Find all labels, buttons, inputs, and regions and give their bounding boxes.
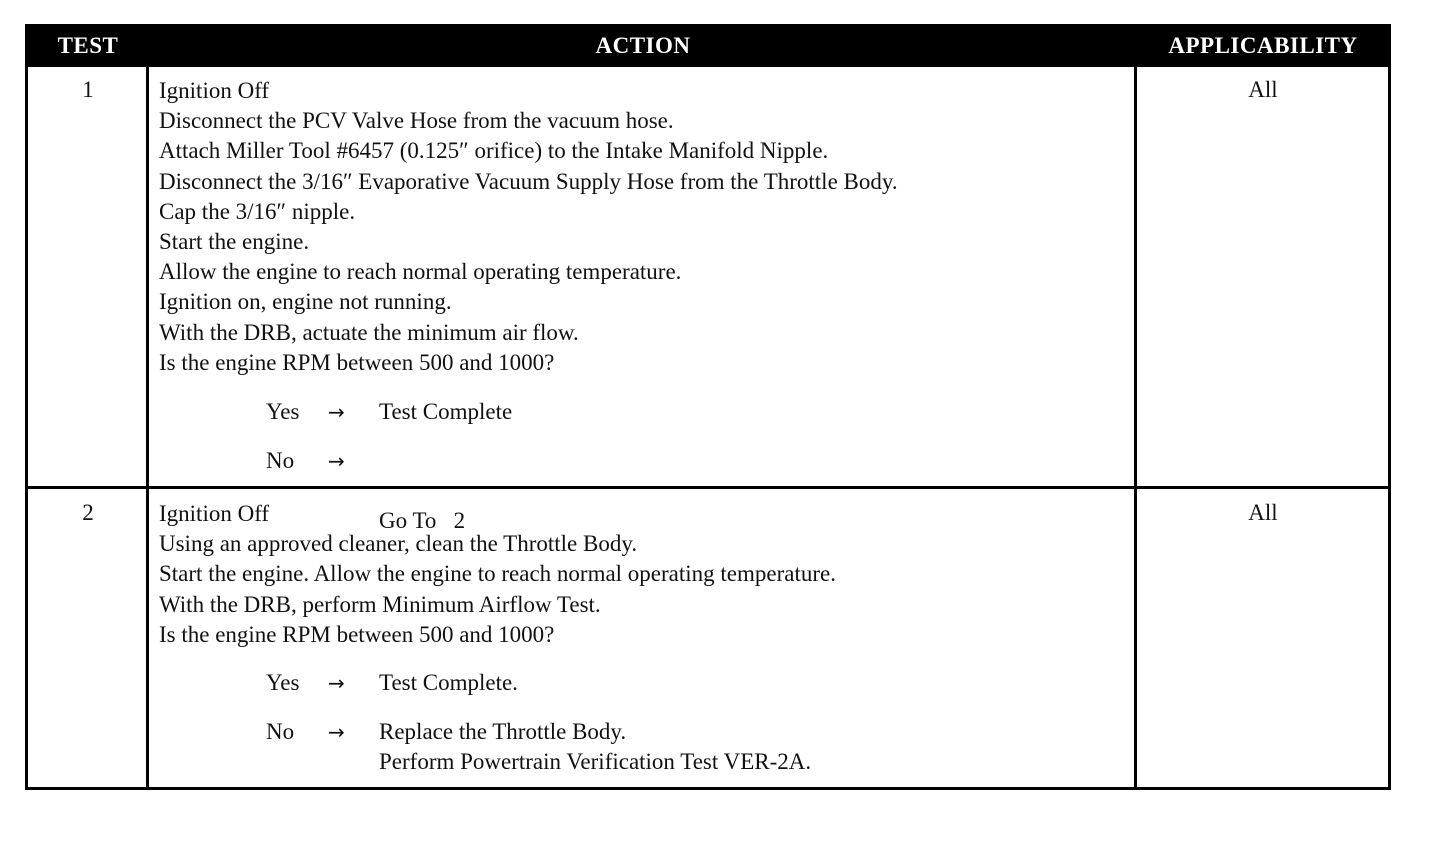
outcome-result-line: Go To 2: [379, 508, 466, 533]
action-line: Is the engine RPM between 500 and 1000?: [159, 621, 555, 647]
action-line: Disconnect the 3/16″ Evaporative Vacuum Supply Hose from the Throttle Body.: [159, 168, 898, 194]
outcome-result-line: Replace the Throttle Body.: [379, 719, 627, 744]
outcome-result-line: Test Complete: [379, 399, 513, 424]
outcome-label: No: [266, 719, 295, 744]
arrow-right-icon: →: [328, 400, 345, 424]
action-line: With the DRB, perform Minimum Airflow Test.: [159, 591, 601, 617]
outcome-label: No: [266, 448, 295, 473]
header-applicability: APPLICABILITY: [1168, 33, 1358, 58]
action-line: Allow the engine to reach normal operating temperature.: [159, 259, 682, 285]
row-divider: [28, 486, 1388, 489]
action-line: Ignition on, engine not running.: [159, 289, 452, 315]
action-line: Start the engine. Allow the engine to reach normal operating temperature.: [159, 561, 836, 587]
arrow-right-icon: →: [328, 720, 345, 744]
outcome-result: [379, 717, 811, 777]
outcome-label: Yes: [266, 670, 300, 695]
action-text-1: [159, 76, 1129, 378]
outcome-result-line: Perform Powertrain Verification Test VER-2A.: [379, 749, 812, 774]
arrow-right-icon: →: [328, 671, 345, 695]
applicability-1: All: [1248, 77, 1278, 102]
applicability-2: All: [1248, 500, 1278, 525]
action-line: Cap the 3/16″ nipple.: [159, 198, 356, 224]
table-header-row: [28, 27, 1388, 65]
header-action: ACTION: [595, 33, 691, 58]
action-line: Start the engine.: [159, 229, 310, 255]
outcome-label: Yes: [266, 399, 300, 424]
header-divider: [28, 65, 1388, 67]
outcome-result-line: Test Complete.: [379, 670, 518, 695]
action-line: Using an approved cleaner, clean the Throttle Body.: [159, 531, 638, 557]
action-line: Ignition Off: [159, 78, 270, 103]
header-test: TEST: [57, 33, 119, 58]
action-text-2: [159, 499, 1129, 650]
test-number-2: 2: [82, 500, 94, 525]
diagnostic-test-table: [25, 24, 1391, 790]
action-line: Ignition Off: [159, 501, 270, 526]
outcome-result: [379, 668, 518, 698]
action-line: Disconnect the PCV Valve Hose from the vacuum hose.: [159, 108, 674, 134]
arrow-right-icon: →: [328, 449, 345, 473]
action-line: With the DRB, actuate the minimum air flow.: [159, 319, 579, 345]
action-line: Attach Miller Tool #6457 (0.125″ orifice) to the Intake Manifold Nipple.: [159, 138, 829, 164]
column-divider-action: [1134, 65, 1137, 787]
column-divider-test: [146, 65, 149, 787]
outcome-result: [379, 397, 512, 427]
action-line: Is the engine RPM between 500 and 1000?: [159, 349, 555, 375]
test-number-1: 1: [82, 77, 94, 102]
